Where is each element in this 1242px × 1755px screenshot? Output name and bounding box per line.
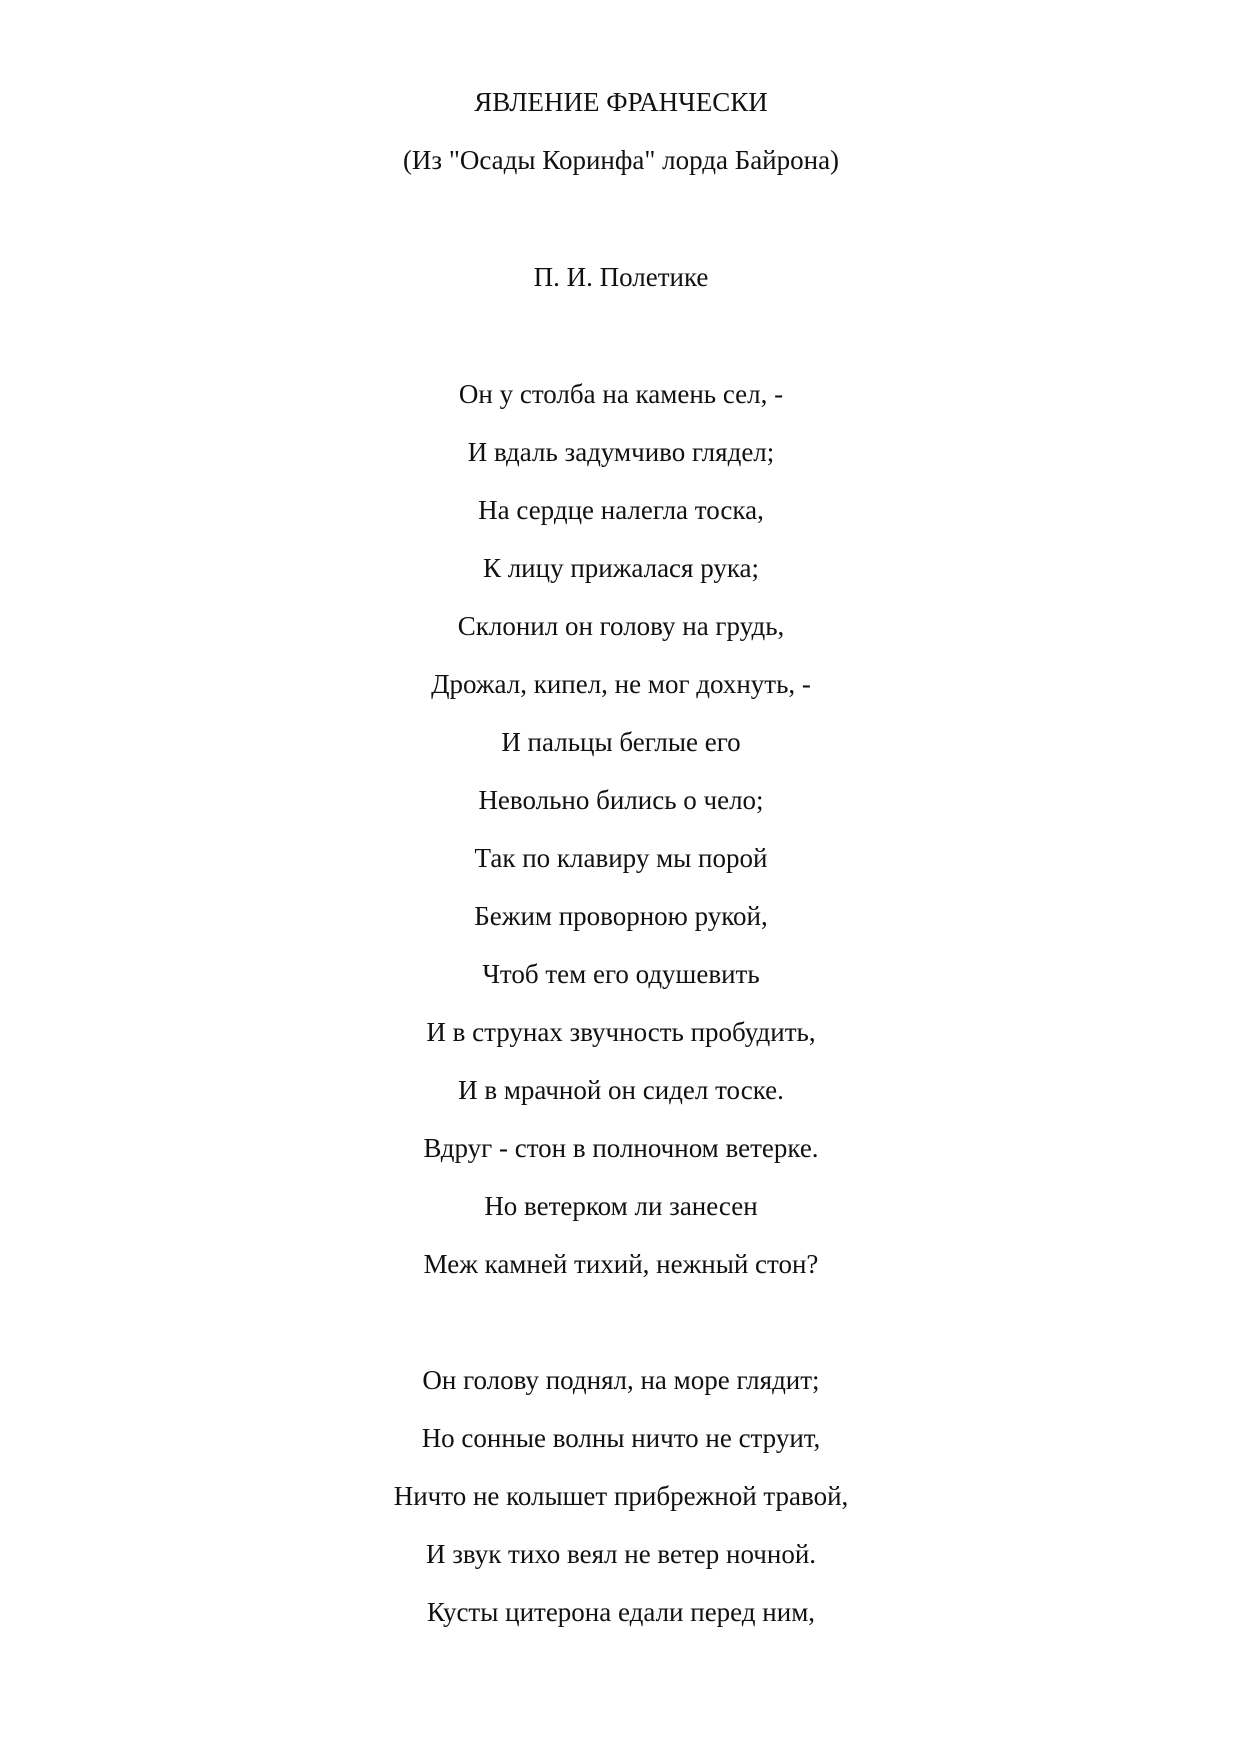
verse-line: Дрожал, кипел, не мог дохнуть, - xyxy=(431,669,811,699)
verse-line: И пальцы беглые его xyxy=(501,727,741,757)
verse-line: Но ветерком ли занесен xyxy=(484,1191,758,1221)
verse-line: Он у столба на камень сел, - xyxy=(458,379,784,409)
verse-line: Он голову поднял, на море глядит; xyxy=(422,1365,820,1395)
verse-line: На сердце налегла тоска, xyxy=(478,495,764,525)
verse-line: Невольно бились о чело; xyxy=(478,785,764,815)
verse-line: Вдруг - стон в полночном ветерке. xyxy=(423,1133,819,1163)
verse-line: Чтоб тем его одушевить xyxy=(482,959,760,989)
verse-line: Меж камней тихий, нежный стон? xyxy=(423,1249,819,1279)
verse-line: Склонил он голову на грудь, xyxy=(457,611,785,641)
verse-line: Ничто не колышет прибрежной травой, xyxy=(393,1481,849,1511)
verse-line: И звук тихо веял не ветер ночной. xyxy=(425,1539,817,1569)
verse-line: Кусты цитерона едали перед ним, xyxy=(426,1597,816,1627)
poem-subtitle: (Из "Осады Коринфа" лорда Байрона) xyxy=(402,145,840,175)
verse-line: И в струнах звучность пробудить, xyxy=(426,1017,816,1047)
verse-line: Но сонные волны ничто не струит, xyxy=(421,1423,821,1453)
verse-line: К лицу прижалася рука; xyxy=(482,553,760,583)
verse-line: Бежим проворною рукой, xyxy=(474,901,768,931)
poem-dedication: П. И. Полетике xyxy=(533,262,709,292)
verse-line: И в мрачной он сидел тоске. xyxy=(458,1075,784,1105)
verse-line: Так по клавиру мы порой xyxy=(474,843,768,873)
verse-line: И вдаль задумчиво глядел; xyxy=(467,437,775,467)
poem-title: ЯВЛЕНИЕ ФРАНЧЕСКИ xyxy=(474,87,768,117)
